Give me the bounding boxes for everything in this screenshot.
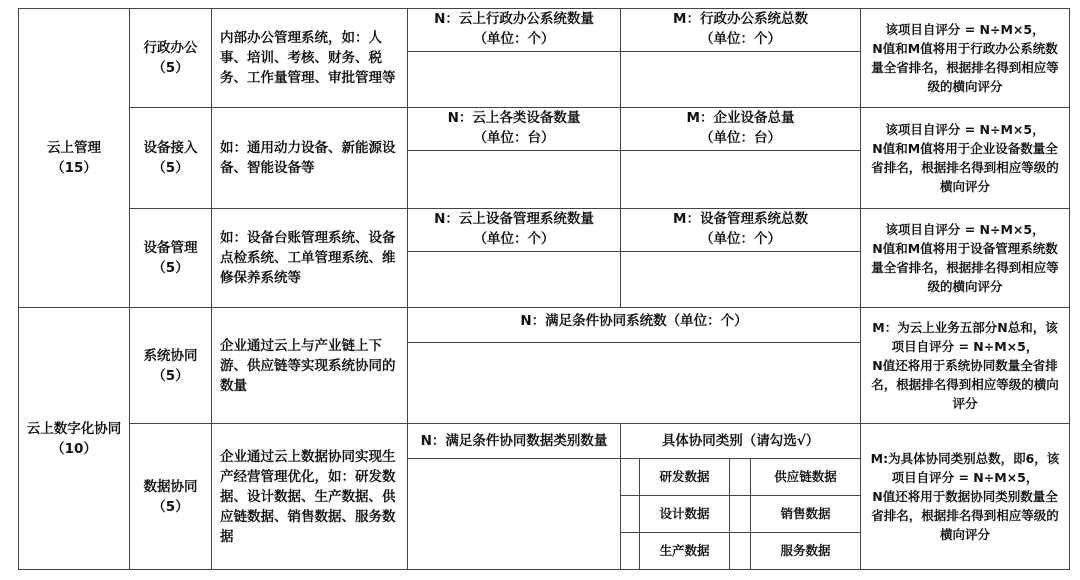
checkbox-service-data[interactable] (729, 532, 751, 570)
item-name-office: 行政办公 （5） (129, 8, 212, 108)
n-label-office: N：云上行政办公系统数量 （单位：个） (407, 8, 621, 52)
item-name-system-collaboration: 系统协同 （5） (129, 307, 212, 424)
m-label-office: M：行政办公系统总数 （单位：个） (620, 8, 861, 52)
checkbox-rd-data[interactable] (620, 458, 640, 496)
score-rule-device-management: 该项目自评分 = N÷M×5， N值和M值将用于设备管理系统数量全省排名，根据排名得到相应等级的横向评分 (860, 208, 1070, 308)
m-label-device-management: M：设备管理系统总数 （单位：个） (620, 208, 861, 252)
checkbox-sales-data[interactable] (729, 495, 751, 533)
check-label-service-data: 服务数据 (750, 532, 861, 570)
check-label-design-data: 设计数据 (639, 495, 730, 533)
check-label-supply-chain-data: 供应链数据 (750, 458, 861, 496)
checkbox-production-data[interactable] (620, 532, 640, 570)
n-label-data-collaboration: N：满足条件协同数据类别数量 (407, 423, 621, 459)
score-rule-system-collaboration: M：为云上业务五部分N总和，该项目自评分 = N÷M×5， N值还将用于系统协同数量全省排名，根据排名得到相应等级的横向评分 (860, 307, 1070, 424)
checkbox-supply-chain-data[interactable] (729, 458, 751, 496)
item-name-device-management: 设备管理 （5） (129, 208, 212, 308)
m-input-device-management[interactable] (620, 251, 861, 308)
category-cloud-management: 云上管理 （15） (18, 8, 130, 308)
score-rule-data-collaboration: M:为具体协同类别总数，即6，该项目自评分 = N÷M×5， N值还将用于数据协同类别数量全省排名，根据排名得到相应等级的横向评分 (860, 423, 1070, 570)
n-label-device-access: N：云上各类设备数量 （单位：台） (407, 107, 621, 151)
check-label-production-data: 生产数据 (639, 532, 730, 570)
m-input-office[interactable] (620, 51, 861, 108)
n-label-device-management: N：云上设备管理系统数量 （单位：个） (407, 208, 621, 252)
n-input-device-access[interactable] (407, 150, 621, 209)
m-label-device-access: M：企业设备总量 （单位：台） (620, 107, 861, 151)
check-label-rd-data: 研发数据 (639, 458, 730, 496)
n-input-system-collaboration[interactable] (407, 342, 861, 424)
item-desc-data-collaboration: 企业通过云上数据协同实现生产经营管理优化，如：研发数据、设计数据、生产数据、供应链数据、销售数据、服务数据 (211, 423, 408, 570)
check-header-data-collaboration: 具体协同类别（请勾选√） (620, 423, 861, 459)
n-label-system-collaboration: N：满足条件协同系统数（单位：个） (407, 307, 861, 343)
item-desc-device-access: 如：通用动力设备、新能源设备、智能设备等 (211, 107, 408, 209)
item-desc-system-collaboration: 企业通过云上与产业链上下游、供应链等实现系统协同的数量 (211, 307, 408, 424)
item-desc-device-management: 如：设备台账管理系统、设备点检系统、工单管理系统、维修保养系统等 (211, 208, 408, 308)
check-label-sales-data: 销售数据 (750, 495, 861, 533)
item-desc-office: 内部办公管理系统，如：人事、培训、考核、财务、税务、工作量管理、审批管理等 (211, 8, 408, 108)
n-input-office[interactable] (407, 51, 621, 108)
item-name-device-access: 设备接入 （5） (129, 107, 212, 209)
n-input-device-management[interactable] (407, 251, 621, 308)
n-input-data-collaboration[interactable] (407, 458, 621, 570)
m-input-device-access[interactable] (620, 150, 861, 209)
score-rule-office: 该项目自评分 = N÷M×5， N值和M值将用于行政办公系统数量全省排名，根据排名得到相应等级的横向评分 (860, 8, 1070, 108)
checkbox-design-data[interactable] (620, 495, 640, 533)
score-rule-device-access: 该项目自评分 = N÷M×5， N值和M值将用于企业设备数量全省排名，根据排名得到相应等级的横向评分 (860, 107, 1070, 209)
category-cloud-digital-collaboration: 云上数字化协同 （10） (18, 307, 130, 570)
item-name-data-collaboration: 数据协同 （5） (129, 423, 212, 570)
evaluation-table (18, 8, 1070, 570)
